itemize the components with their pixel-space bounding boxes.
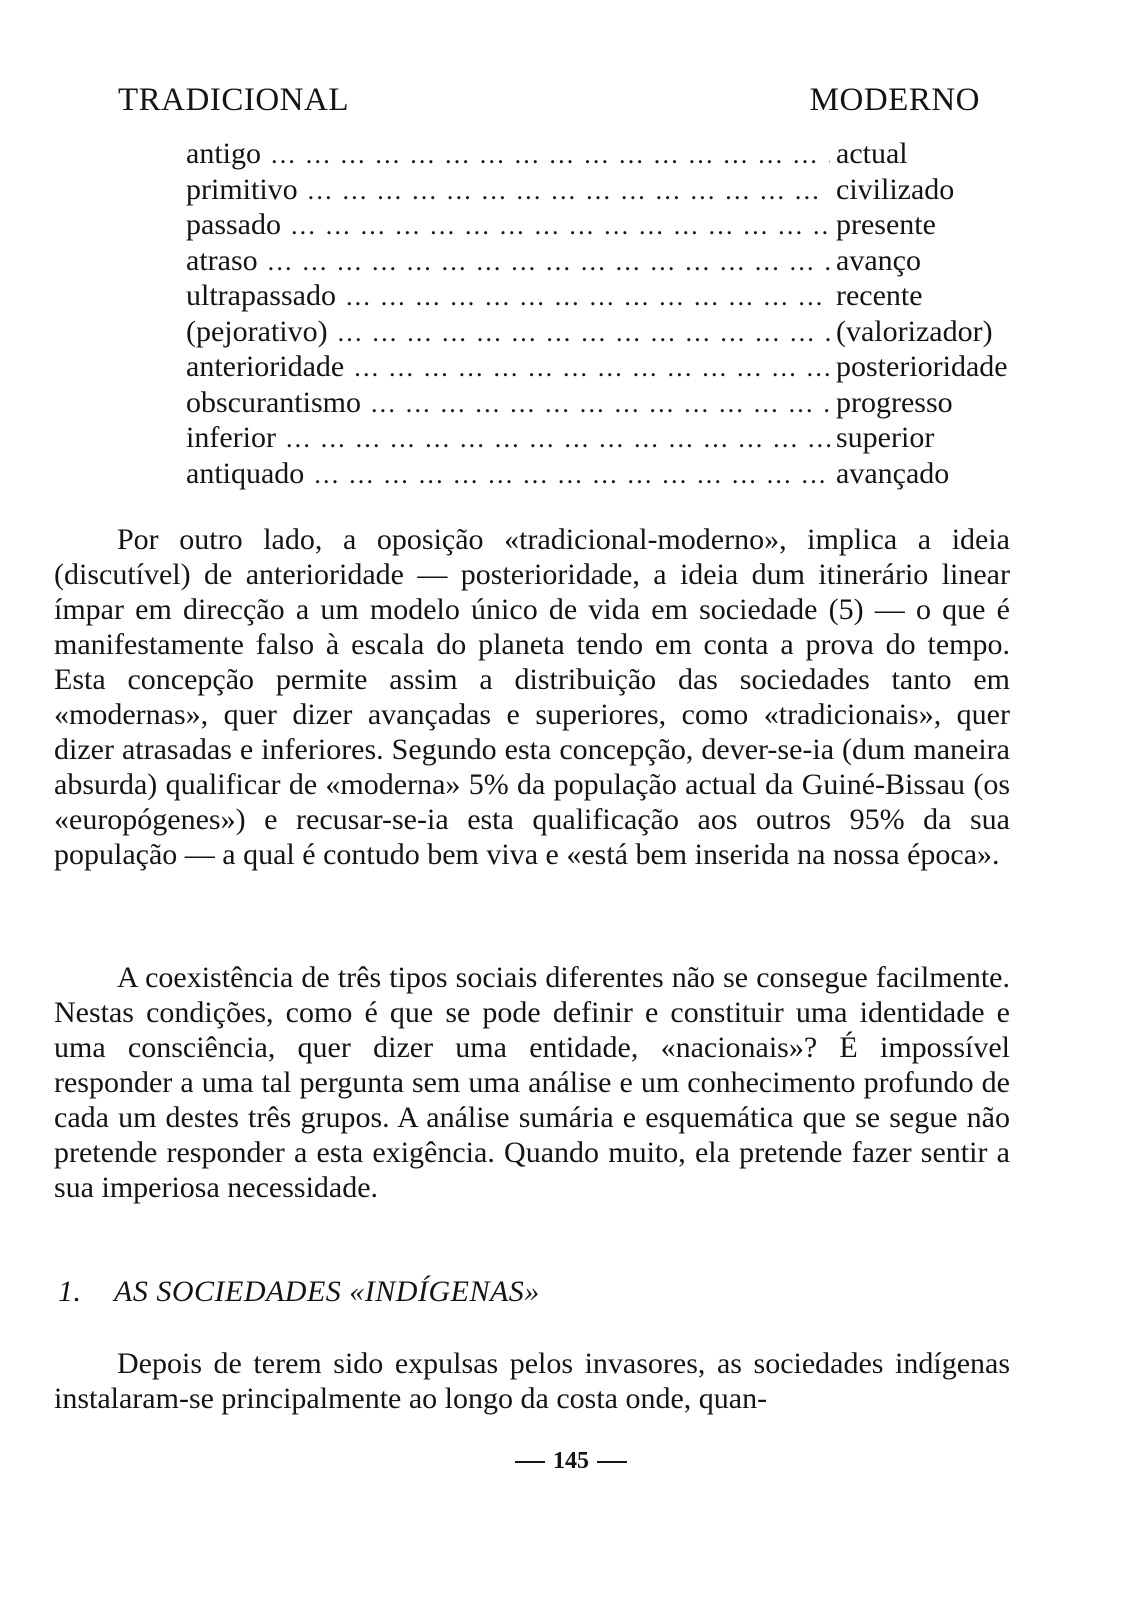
page-footer: [0, 1448, 1142, 1475]
leader-dots: [314, 457, 830, 493]
section-heading: [58, 1275, 540, 1309]
opposition-pair: [186, 136, 1046, 172]
leader-dots: [271, 137, 830, 173]
pair-right-term: recente: [836, 279, 923, 312]
opposition-pair: [186, 314, 1046, 350]
pair-right-term: progresso: [836, 385, 953, 419]
pair-left-term: ultrapassado: [186, 279, 336, 312]
leader-dots: [346, 279, 830, 315]
footer-dash-left: [515, 1461, 545, 1463]
leader-dots: [338, 315, 830, 351]
footer-dash-right: [597, 1461, 627, 1463]
opposition-pair: [186, 243, 1046, 279]
opposition-pair: [186, 456, 1046, 492]
pair-left-term: primitivo: [186, 172, 298, 206]
pair-left-term: passado: [186, 208, 281, 241]
opposition-pair: [186, 349, 1046, 385]
page-number: 145: [553, 1448, 589, 1474]
pair-right-term: presente: [836, 208, 936, 241]
pair-right-term: (valorizador): [836, 314, 993, 348]
opposition-pair: [186, 385, 1046, 421]
pair-right-term: civilizado: [836, 172, 955, 206]
pair-right-term: avanço: [836, 243, 921, 277]
pair-left-term: (pejorativo): [186, 314, 328, 348]
leader-dots: [354, 350, 830, 386]
pair-left-term: antiquado: [186, 456, 305, 490]
leader-dots: [308, 173, 830, 209]
leader-dots: [291, 208, 830, 244]
column-headers: [118, 82, 980, 122]
pair-right-term: actual: [836, 137, 908, 170]
opposition-pair: [186, 420, 1046, 456]
pair-left-term: inferior: [186, 421, 276, 454]
pair-left-term: obscurantismo: [186, 385, 361, 419]
pair-left-term: antigo: [186, 137, 261, 170]
body-paragraph: Por outro lado, a oposição «tradicional-moderno», implica a ideia (discutível) de anterioridade — posterioridade, a ideia dum itinerário linear ímpar em direcção a um modelo único de vida em sociedade (5) — o que é manifestamente falso à escala do planeta tendo em conta a prova do tempo. Esta concepção permite assim a distribuição das sociedades tanto em «modernas», quer dizer avançadas e superiores, como «tradicionais», quer dizer atrasadas e inferiores. Segundo esta concepção, dever-se-ia (dum maneira absurda) qualificar de «moderna» 5% da população actual da Guiné-Bissau (os «europógenes») e recusar-se-ia esta qualificação aos outros 95% da sua população — a qual é contudo bem viva e «está bem inserida na nossa época».: [54, 523, 1010, 871]
leader-dots: [371, 386, 830, 422]
opposition-pair: [186, 207, 1046, 243]
body-paragraph: Depois de terem sido expulsas pelos invasores, as sociedades indígenas instalaram-se principalmente ao longo da costa onde, quan-: [54, 1347, 1010, 1415]
opposition-list: [186, 136, 1046, 491]
pair-right-term: posterioridade: [836, 350, 1008, 383]
pair-right-term: avançado: [836, 456, 950, 490]
body-paragraph: A coexistência de três tipos sociais diferentes não se consegue facilmente. Nestas condições, como é que se pode definir e constituir uma identidade e uma consciência, quer dizer uma entidade, «nacionais»? É impossível responder a uma tal pergunta sem uma análise e um conhecimento profundo de cada um destes três grupos. A análise sumária e esquemática que se segue não pretende responder a esta exigência. Quando muito, ela pretende fazer sentir a sua imperiosa necessidade.: [54, 961, 1010, 1204]
opposition-pair: [186, 172, 1046, 208]
leader-dots: [268, 244, 830, 280]
pair-left-term: atraso: [186, 243, 258, 277]
section-title: AS SOCIEDADES «INDÍGENAS»: [114, 1275, 540, 1308]
pair-right-term: superior: [836, 421, 935, 454]
opposition-pair: [186, 278, 1046, 314]
pair-left-term: anterioridade: [186, 350, 345, 383]
header-moderno: MODERNO: [809, 82, 980, 118]
section-number: 1.: [58, 1275, 82, 1308]
header-tradicional: TRADICIONAL: [118, 82, 349, 118]
leader-dots: [286, 421, 830, 457]
